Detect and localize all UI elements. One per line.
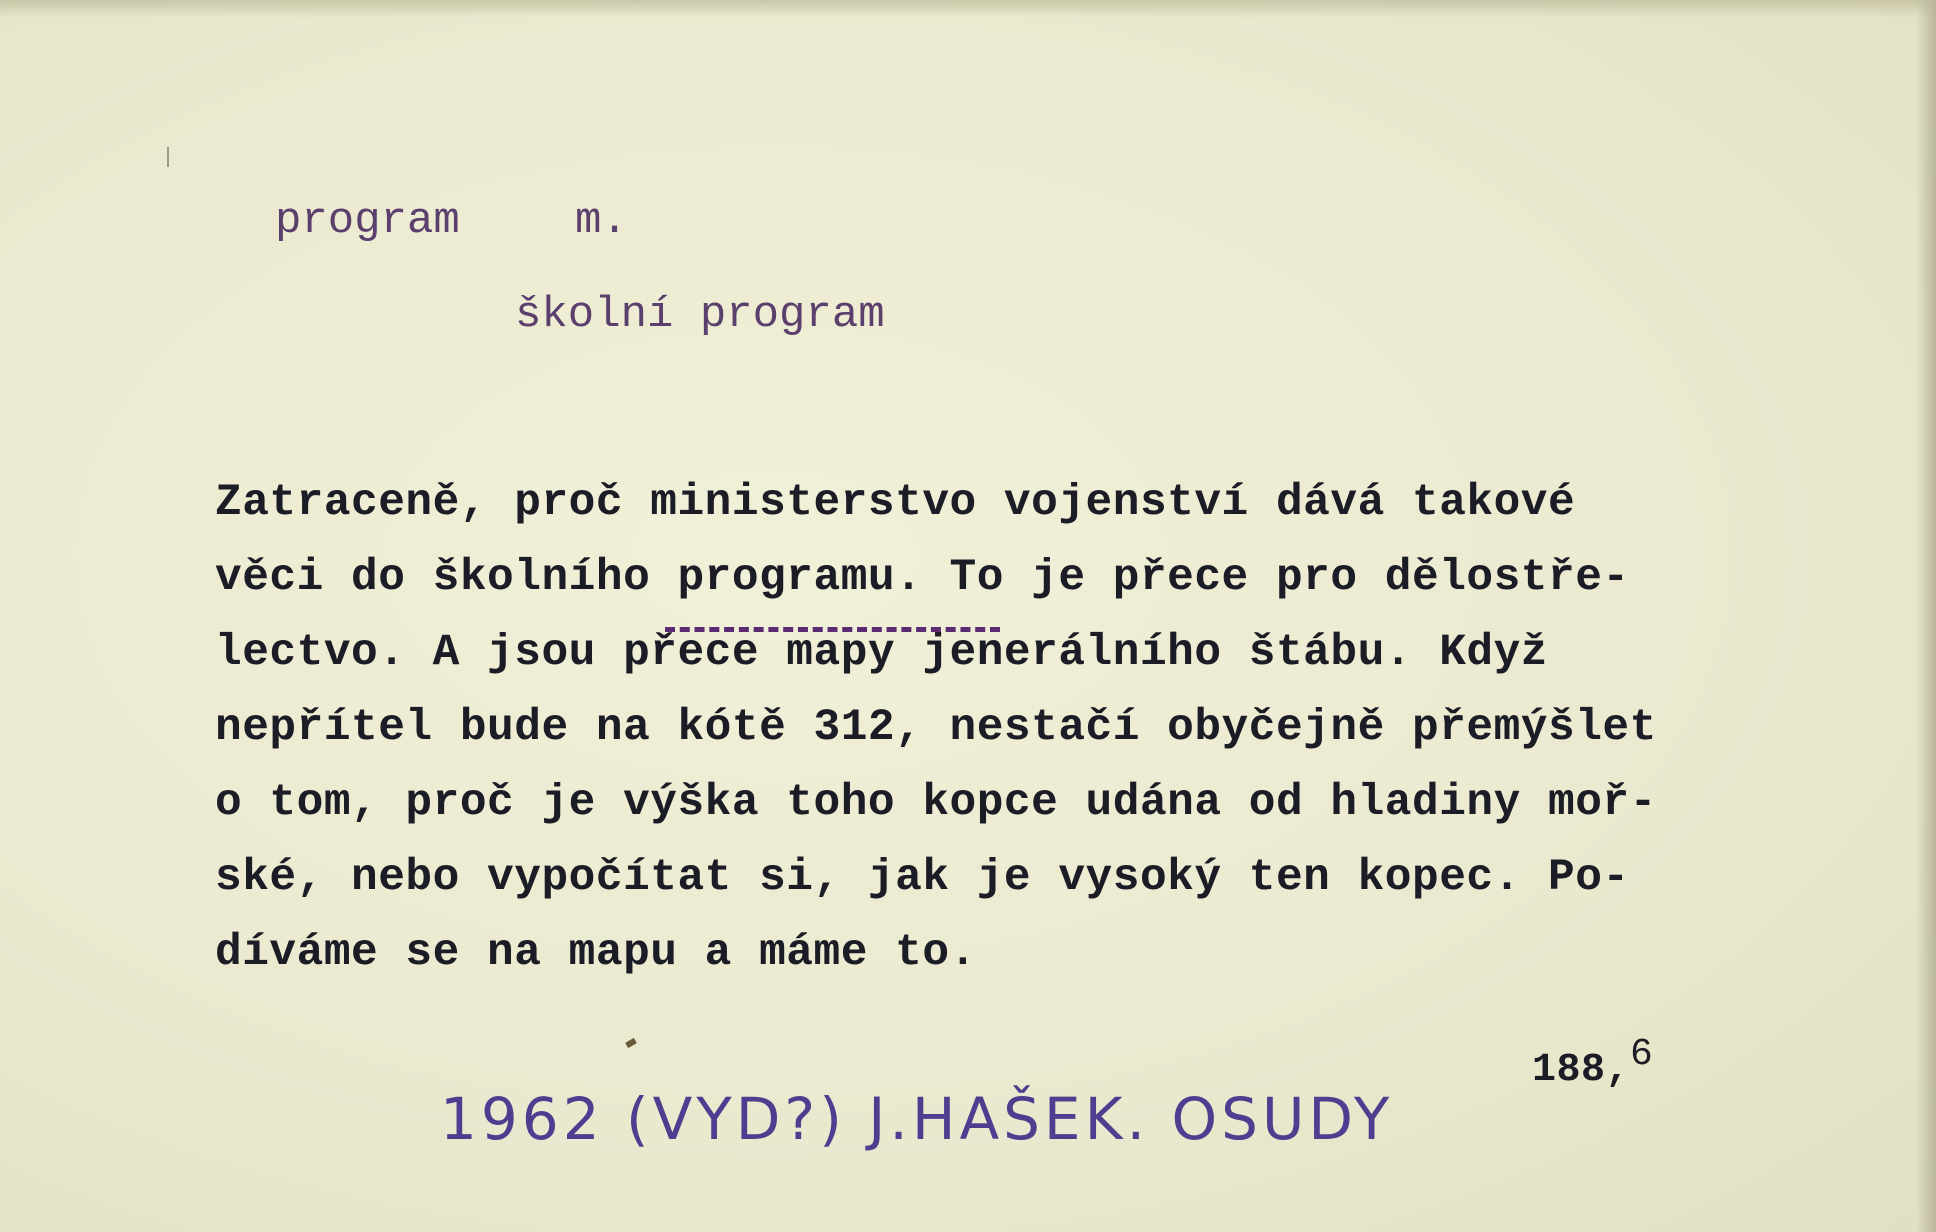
pencil-mark — [625, 1038, 637, 1048]
page-reference-superscript: 6 — [1630, 1033, 1654, 1076]
page-reference — [1532, 1033, 1654, 1093]
source-stamp: 1962 (VYD?) J.HAŠEK. OSUDY — [440, 1085, 1394, 1153]
pencil-tick-mark — [167, 147, 169, 167]
gender-label: m. — [575, 196, 628, 246]
body-line-4: nepřítel bude na kótě 312, nestačí obyčejně přemýšlet — [215, 703, 1657, 753]
page-reference-number: 188, — [1532, 1048, 1631, 1093]
body-line-3: lectvo. A jsou přece mapy jenerálního štábu. Když — [215, 628, 1549, 678]
headword: program — [275, 196, 460, 246]
body-line-6: ské, nebo vypočítat si, jak je vysoký ten kopec. Po- — [215, 853, 1630, 903]
body-line-2: věci do školního programu. To je přece pro dělostře- — [215, 553, 1630, 603]
body-line-1: Zatraceně, proč ministerstvo vojenství dává takové — [215, 478, 1576, 528]
subentry: školní program — [515, 290, 885, 340]
body-line-5: o tom, proč je výška toho kopce udána od hladiny moř- — [215, 778, 1657, 828]
body-line-7: díváme se na mapu a máme to. — [215, 928, 977, 978]
top-edge-shadow — [0, 0, 1936, 18]
right-edge-shadow — [1916, 0, 1936, 1232]
